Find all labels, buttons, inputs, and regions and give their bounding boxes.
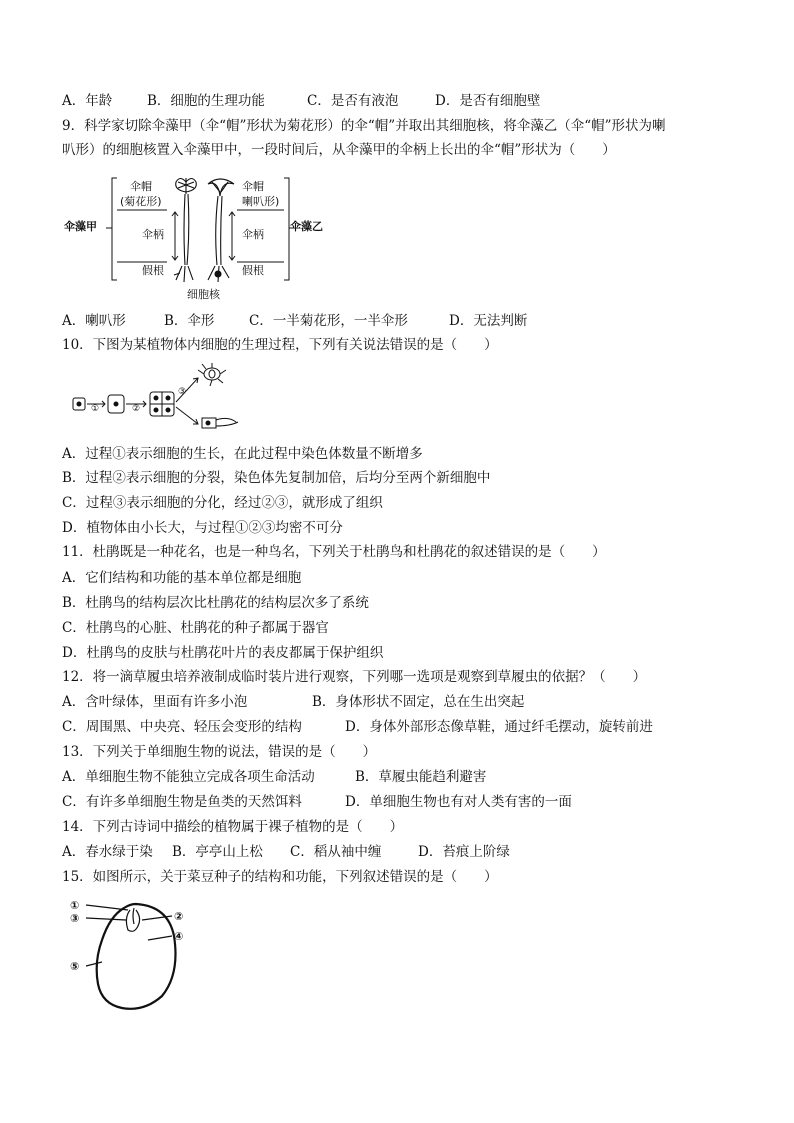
q11-option-b: B．杜鹃鸟的结构层次比杜鹃花的结构层次多了系统 [62, 595, 369, 611]
q9-option-a: A．喇叭形 [62, 313, 126, 329]
q10-cell-differentiated-bottom [202, 418, 238, 428]
q12-option-c: C．周围黑、中央亮、轻压会变形的结构 [62, 719, 302, 735]
q10-option-c: C．过程③表示细胞的分化，经过②③，就形成了组织 [62, 495, 383, 511]
q9-nucleus-dot [215, 271, 221, 277]
q12-stem: 12．将一滴草履虫培养液制成临时装片进行观察，下列哪一选项是观察到草履虫的依据？（ ） [62, 669, 647, 685]
q14-option-a: A．春水绿于染 [62, 844, 153, 860]
q9-label-nucleus: 细胞核 [187, 288, 220, 301]
q13-option-a: A．单细胞生物不能独立完成各项生命活动 [62, 769, 315, 785]
q9-label-stalk-left: 伞柄 [142, 228, 164, 241]
q14-option-d: D．苔痕上阶绿 [418, 844, 510, 860]
q15-stem: 15．如图所示，关于菜豆种子的结构和功能，下列叙述错误的是（ ） [62, 869, 498, 885]
q10-cell-process-figure [70, 360, 250, 432]
q13-option-b: B．草履虫能趋利避害 [355, 769, 487, 785]
q9-label-stalk-right: 伞柄 [242, 228, 264, 241]
q10-stem: 10．下图为某植物体内细胞的生理过程，下列有关说法错误的是（ ） [62, 337, 498, 353]
q11-option-d: D．杜鹃鸟的皮肤与杜鹃花叶片的表皮都属于保护组织 [62, 645, 384, 661]
q14-stem: 14．下列古诗词中描绘的植物属于裸子植物的是（ ） [62, 819, 404, 835]
q9-stem-line2: 叭形）的细胞核置入伞藻甲中，一段时间后，从伞藻甲的伞柄上长出的伞“帽”形状为（ ） [62, 142, 616, 158]
q13-options-row2 [62, 793, 572, 811]
q9-label-cap-left-1: 伞帽 [130, 180, 152, 193]
q10-option-a: A．过程①表示细胞的生长，在此过程中染色体数量不断增多 [62, 446, 423, 462]
q12-options-row2 [62, 718, 653, 736]
q10-option-b: B．过程②表示细胞的分裂，染色体先复制加倍，后均分至两个新细胞中 [62, 470, 491, 486]
q15-label-4: ④ [174, 930, 184, 943]
q12-option-d: D．身体外部形态像草鞋，通过纤毛摆动，旋转前进 [345, 719, 653, 735]
q9-label-cap-left-2: (菊花形) [120, 195, 162, 208]
q12-option-a: A．含叶绿体，里面有许多小泡 [62, 694, 248, 710]
q9-label-left-group: 伞藻甲 [64, 220, 97, 233]
q14-options [62, 843, 510, 861]
q9-option-b: B．伞形 [164, 313, 215, 329]
q9-umbrella-algae-figure [62, 170, 323, 302]
q9-stem-line1: 9．科学家切除伞藻甲（伞“帽”形状为菊花形）的伞“帽”并取出其细胞核，将伞藻乙（伞“帽”形状为喇 [62, 118, 666, 134]
q13-stem: 13．下列关于单细胞生物的说法，错误的是（ ） [62, 744, 377, 760]
q13-option-d: D．单细胞生物也有对人类有害的一面 [345, 794, 572, 810]
q11-option-c: C．杜鹃鸟的心脏、杜鹃花的种子都属于器官 [62, 620, 329, 636]
q13-option-c: C．有许多单细胞生物是鱼类的天然饵料 [62, 794, 302, 810]
q12-option-b: B．身体形状不固定，总在生出突起 [312, 694, 525, 710]
q9-option-c: C．一半菊花形，一半伞形 [249, 313, 408, 329]
q13-options-row1 [62, 768, 486, 786]
q12-options-row1 [62, 693, 524, 711]
q15-label-2: ② [174, 910, 184, 923]
q15-label-5: ⑤ [70, 960, 80, 973]
q14-option-c: C．稻从袖中缠 [290, 844, 382, 860]
q8-option-d: D．是否有细胞壁 [435, 93, 541, 109]
q15-bean-seed-figure [64, 896, 204, 1014]
q9-label-root-right: 假根 [242, 264, 264, 277]
q15-label-1: ① [70, 899, 80, 912]
q10-cell-differentiated-top [198, 363, 226, 386]
q9-label-cap-right-2: 喇叭形) [242, 195, 280, 208]
q8-option-b: B．细胞的生理功能 [147, 93, 265, 109]
q15-label-3: ③ [70, 912, 80, 925]
q14-option-b: B．亭亭山上松 [172, 844, 263, 860]
q8-option-c: C．是否有液泡 [307, 93, 399, 109]
q10-step2-label: ② [132, 404, 141, 414]
q9-alga-right [208, 179, 234, 282]
q9-label-root-left: 假根 [142, 264, 164, 277]
q8-options [62, 92, 540, 110]
q9-label-right-group: 伞藻乙 [290, 220, 323, 233]
q10-step3-label: ③ [178, 387, 187, 397]
q11-stem: 11．杜鹃既是一种花名，也是一种鸟名，下列关于杜鹃鸟和杜鹃花的叙述错误的是（ ） [62, 544, 606, 560]
q11-option-a: A．它们结构和功能的基本单位都是细胞 [62, 570, 302, 586]
q9-option-d: D．无法判断 [449, 313, 528, 329]
q10-option-d: D．植物体由小长大，与过程①②③均密不可分 [62, 520, 343, 536]
q10-step1-label: ① [91, 404, 100, 414]
q9-options [62, 312, 527, 330]
q9-label-cap-right-1: 伞帽 [242, 180, 264, 193]
q8-option-a: A．年龄 [62, 93, 113, 109]
q9-alga-left [174, 178, 196, 282]
